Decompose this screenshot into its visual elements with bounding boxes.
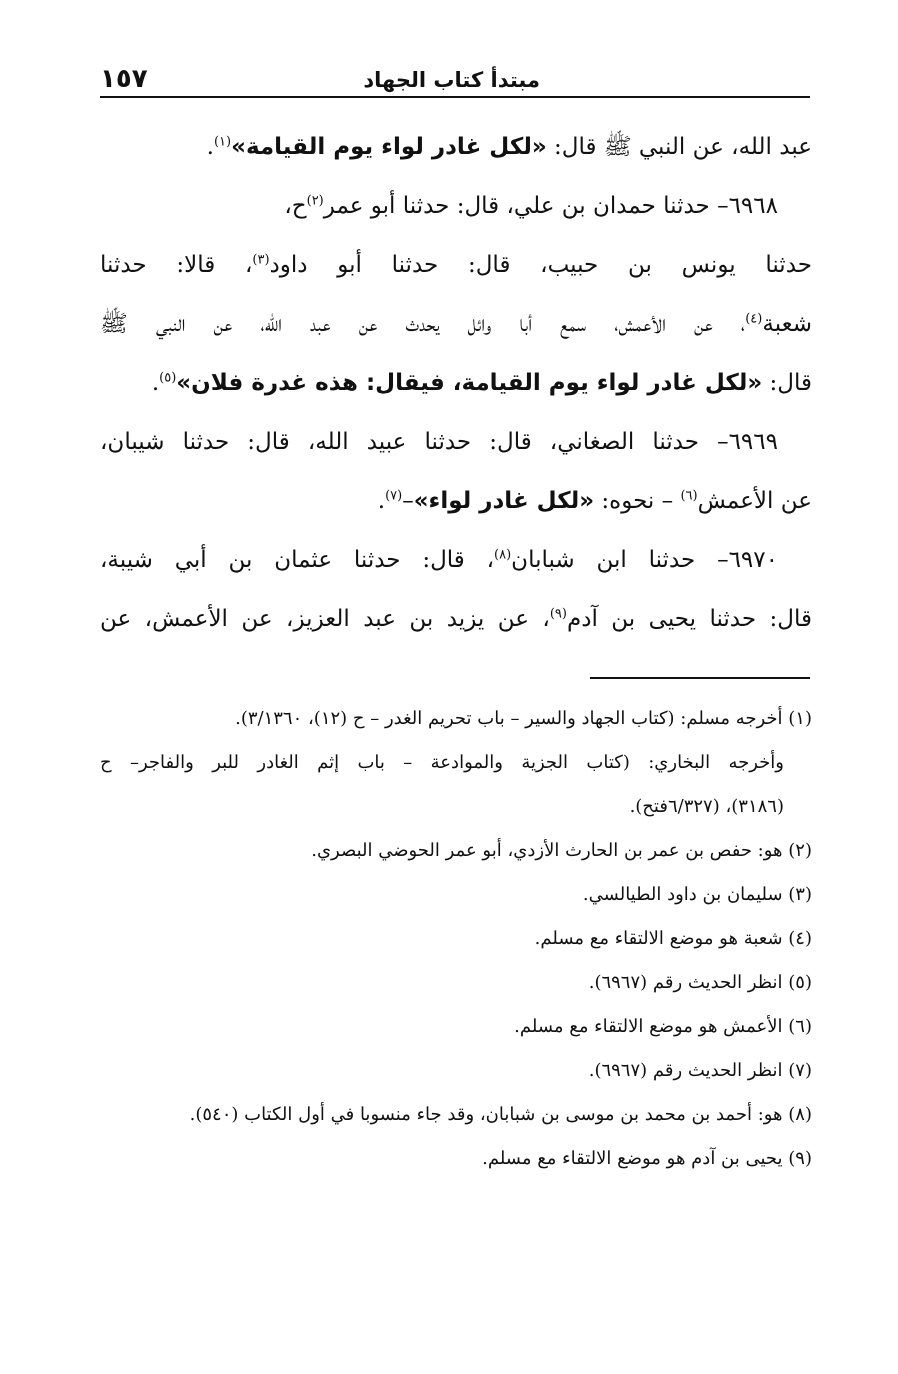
main-text	[100, 118, 812, 649]
line-text: ٦٩٦٩– حدثنا الصغاني، قال: حدثنا عبيد الله، قال: حدثنا شيبان،	[100, 429, 778, 455]
line-text: – نحوه:	[594, 488, 681, 514]
line-text: ، قال: حدثنا عثمان بن أبي شيبة،	[100, 547, 495, 573]
footnote-8: (٨) هو: أحمد بن محمد بن موسى بن شبابان، وقد جاء منسوبا في أول الكتاب (٥٤٠).	[189, 1104, 812, 1125]
line-text: ، عن يزيد بن عبد العزيز، عن الأعمش، عن	[100, 606, 550, 632]
hadith-quote: «لكل غادر لواء يوم القيامة، فيقال: هذه غدرة فلان»	[176, 370, 763, 396]
text-line-1	[100, 118, 812, 177]
footnote-1: (١) أخرجه مسلم: (كتاب الجهاد والسير – باب تحريم الغدر – ح (١٢)، ٣/١٣٦٠).	[235, 708, 812, 729]
footnote-ref: (٣)	[252, 252, 270, 268]
line-text: ٦٩٧٠– حدثنا ابن شبابان	[511, 547, 778, 573]
line-text: شعبة	[762, 311, 812, 337]
line-text: عبد الله، عن النبي ﷺ قال:	[546, 134, 812, 160]
header-rule	[100, 96, 810, 98]
line-text: .	[377, 488, 386, 514]
text-line-2	[100, 177, 812, 236]
footnote-9: (٩) يحيى بن آدم هو موضع الالتقاء مع مسلم.	[482, 1148, 812, 1169]
line-text: ح،	[284, 193, 307, 219]
text-line-3	[100, 236, 812, 295]
line-text: حدثنا يونس بن حبيب، قال: حدثنا أبو داود	[269, 252, 812, 278]
footnote-4: (٤) شعبة هو موضع الالتقاء مع مسلم.	[534, 928, 812, 949]
line-text: ، عن الأعمش، سمع أبا وائل يحدث عن عبد الله، عن النبي ﷺ	[100, 311, 746, 337]
text-line-8	[100, 531, 812, 590]
footnote-ref: (٧)	[385, 488, 403, 504]
hadith-quote: «لكل غادر لواء»	[413, 488, 595, 514]
footnote-ref: (٥)	[159, 370, 177, 386]
text-line-4	[100, 295, 812, 354]
footnote-6: (٦) الأعمش هو موضع الالتقاء مع مسلم.	[514, 1016, 812, 1037]
line-text: .	[151, 370, 160, 396]
text-line-7	[100, 472, 812, 531]
hadith-quote: «لكل غادر لواء يوم القيامة»	[231, 134, 547, 160]
footnote-ref: (٢)	[306, 193, 324, 209]
footnote-5: (٥) انظر الحديث رقم (٦٩٦٧).	[588, 972, 812, 993]
footnotes	[100, 700, 812, 1184]
footnote-1-cont: (٣١٨٦)، (٦/٣٢٧فتح).	[629, 796, 784, 817]
footnote-7: (٧) انظر الحديث رقم (٦٩٦٧).	[588, 1060, 812, 1081]
running-title: مبتدأ كتاب الجهاد	[363, 68, 540, 92]
footnote-ref: (٦)	[680, 488, 698, 504]
footnote-ref: (١)	[213, 134, 232, 150]
text-line-5	[100, 354, 812, 413]
line-text: قال: حدثنا يحيى بن آدم	[566, 606, 812, 632]
footnote-1-cont: وأخرجه البخاري: (كتاب الجزية والموادعة – باب إثم الغادر للبر والفاجر– ح	[100, 752, 784, 773]
page-number: ١٥٧	[100, 64, 148, 94]
line-text: عن الأعمش	[697, 488, 812, 514]
line-text: .	[206, 134, 214, 160]
footnote-ref: (٨)	[494, 547, 512, 563]
line-text: قال:	[762, 370, 812, 396]
page-header	[100, 62, 810, 98]
footnote-3: (٣) سليمان بن داود الطيالسي.	[582, 884, 812, 905]
footnote-ref: (٩)	[549, 606, 567, 622]
line-text: ، قالا: حدثنا	[100, 252, 253, 278]
footnote-ref: (٤)	[745, 311, 763, 327]
line-text: ٦٩٦٨– حدثنا حمدان بن علي، قال: حدثنا أبو عمر	[323, 193, 778, 219]
text-line-6	[100, 413, 812, 472]
footnote-2: (٢) هو: حفص بن عمر بن الحارث الأزدي، أبو عمر الحوضي البصري.	[311, 840, 812, 861]
text-line-9	[100, 590, 812, 649]
footnote-separator	[590, 677, 810, 679]
line-text: –	[402, 488, 414, 514]
